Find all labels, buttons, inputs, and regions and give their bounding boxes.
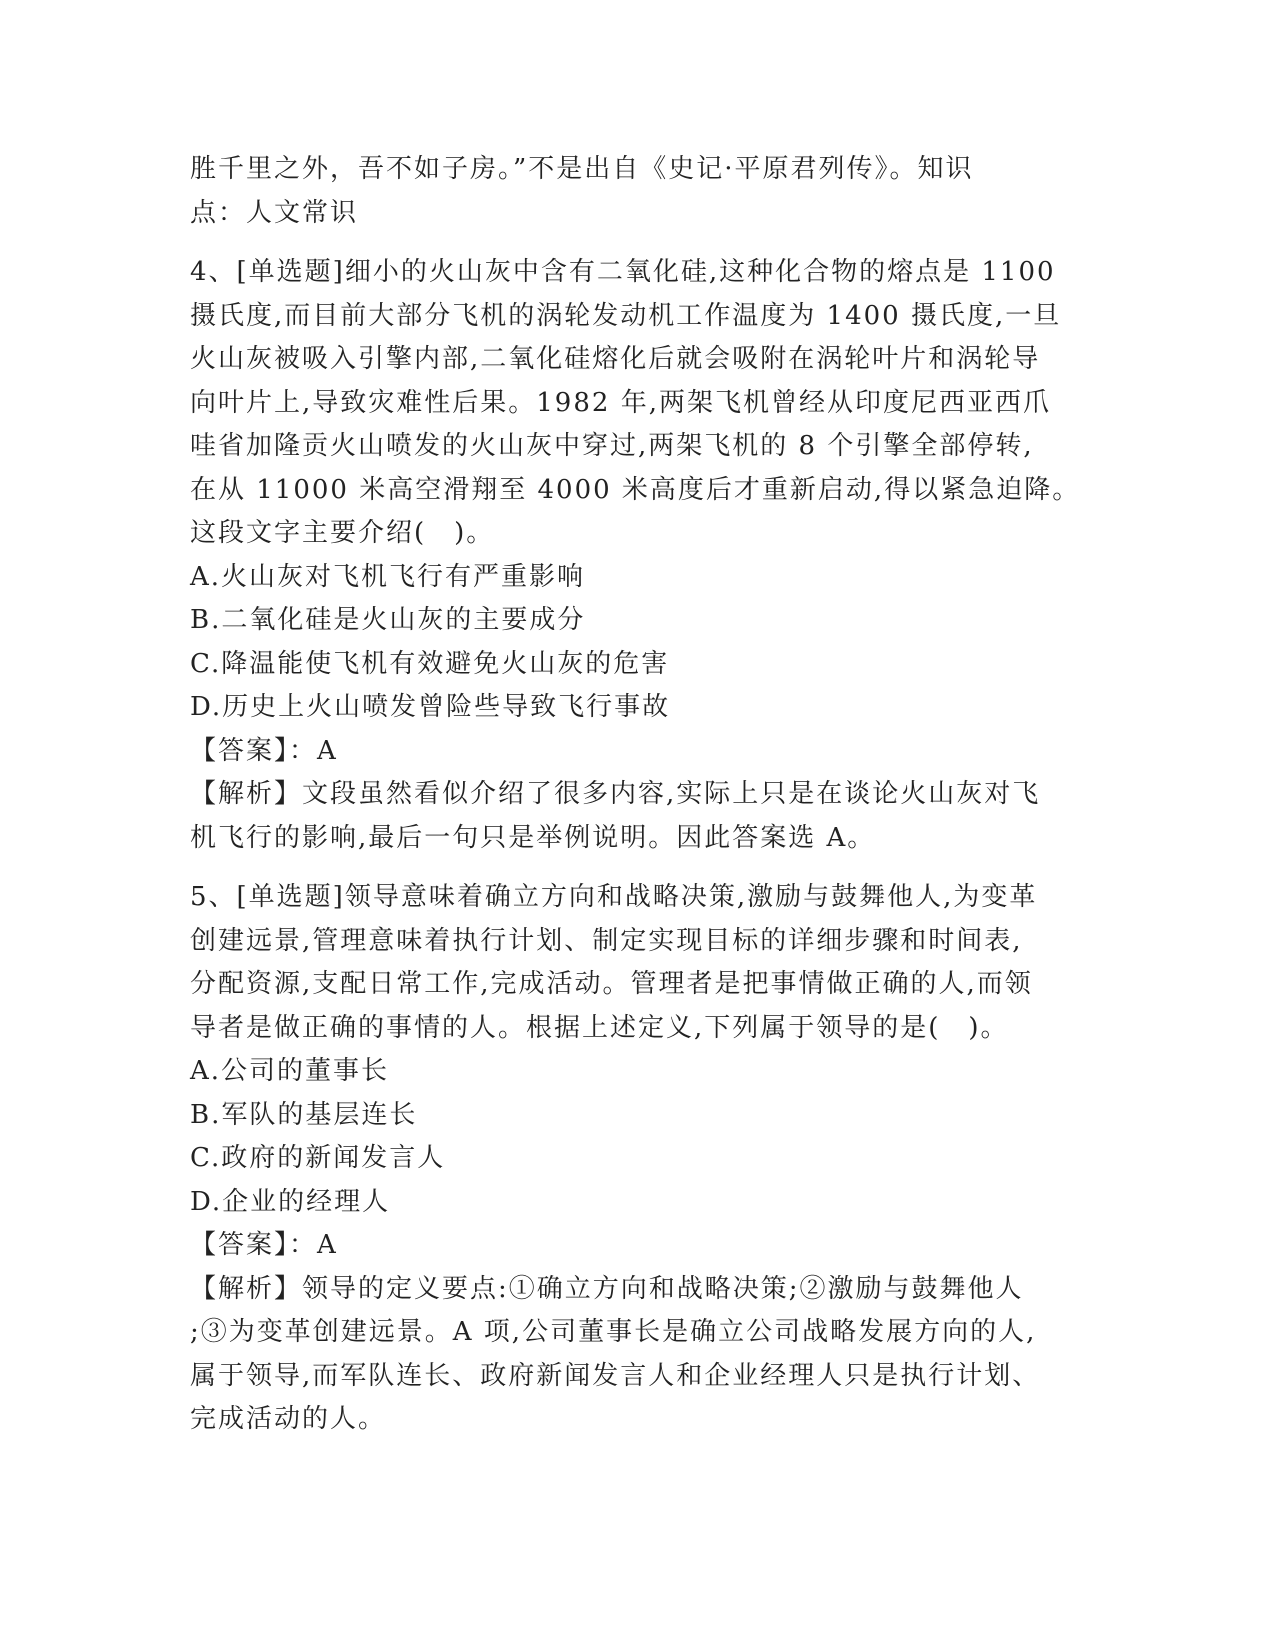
text-line: 这段文字主要介绍( )。 [190, 518, 495, 548]
text-line: 4、[单选题]细小的火山灰中含有二氧化硅,这种化合物的熔点是 1100 [190, 257, 1056, 287]
question-4 [190, 251, 1080, 860]
answer-line: 【答案】：A [190, 735, 338, 766]
question-stem [190, 251, 1080, 556]
document-page [190, 148, 1080, 1442]
text-line: 胜千里之外，吾不如子房。”不是出自《史记·平原君列传》。知识 [190, 154, 974, 184]
text-line: 向叶片上,导致灾难性后果。1982 年,两架飞机曾经从印度尼西亚西爪 [190, 387, 1051, 418]
option-a: A.公司的董事长 [190, 1056, 390, 1086]
text-line: 【解析】领导的定义要点:①确立方向和战略决策;②激励与鼓舞他人 [190, 1273, 1024, 1304]
question-options [190, 556, 1080, 730]
text-line: 【解析】文段虽然看似介绍了很多内容,实际上只是在谈论火山灰对飞 [190, 779, 1041, 809]
text-line: 分配资源,支配日常工作,完成活动。管理者是把事情做正确的人,而领 [190, 969, 1033, 999]
answer-line: 【答案】：A [190, 1230, 338, 1260]
analysis [190, 1268, 1080, 1442]
question-options [190, 1050, 1080, 1224]
option-b: B.二氧化硅是火山灰的主要成分 [190, 605, 586, 635]
text-line: 创建远景,管理意味着执行计划、制定实现目标的详细步骤和时间表, [190, 925, 1023, 956]
text-line: 完成活动的人。 [190, 1404, 387, 1434]
text-line: 导者是做正确的事情的人。根据上述定义,下列属于领导的是( )。 [190, 1012, 1009, 1043]
analysis [190, 773, 1080, 860]
text-line: 火山灰被吸入引擎内部,二氧化硅熔化后就会吸附在涡轮叶片和涡轮导 [190, 344, 1041, 374]
text-line: 5、[单选题]领导意味着确立方向和战略决策,激励与鼓舞他人,为变革 [190, 882, 1038, 912]
text-line: 哇省加隆贡火山喷发的火山灰中穿过,两架飞机的 8 个引擎全部停转, [190, 431, 1034, 461]
option-d: D.企业的经理人 [190, 1186, 391, 1217]
previous-analysis-continuation [190, 148, 1080, 235]
text-line: 在从 11000 米高空滑翔至 4000 米高度后才重新启动,得以紧急迫降。 [190, 474, 1081, 505]
option-a: A.火山灰对飞机飞行有严重影响 [190, 561, 586, 592]
text-line: 摄氏度,而目前大部分飞机的涡轮发动机工作温度为 1400 摄氏度,一旦 [190, 300, 1062, 331]
question-5 [190, 876, 1080, 1442]
option-d: D.历史上火山喷发曾险些导致飞行事故 [190, 692, 671, 722]
text-line: 点：人文常识 [190, 197, 359, 228]
text-line: 机飞行的影响,最后一句只是举例说明。因此答案选 A。 [190, 822, 876, 853]
option-b: B.军队的基层连长 [190, 1099, 418, 1130]
option-c: C.政府的新闻发言人 [190, 1143, 446, 1173]
text-line: ;③为变革创建远景。A 项,公司董事长是确立公司战略发展方向的人, [190, 1317, 1037, 1347]
option-c: C.降温能使飞机有效避免火山灰的危害 [190, 648, 670, 679]
question-stem [190, 876, 1080, 1050]
text-line: 属于领导,而军队连长、政府新闻发言人和企业经理人只是执行计划、 [190, 1360, 1041, 1391]
